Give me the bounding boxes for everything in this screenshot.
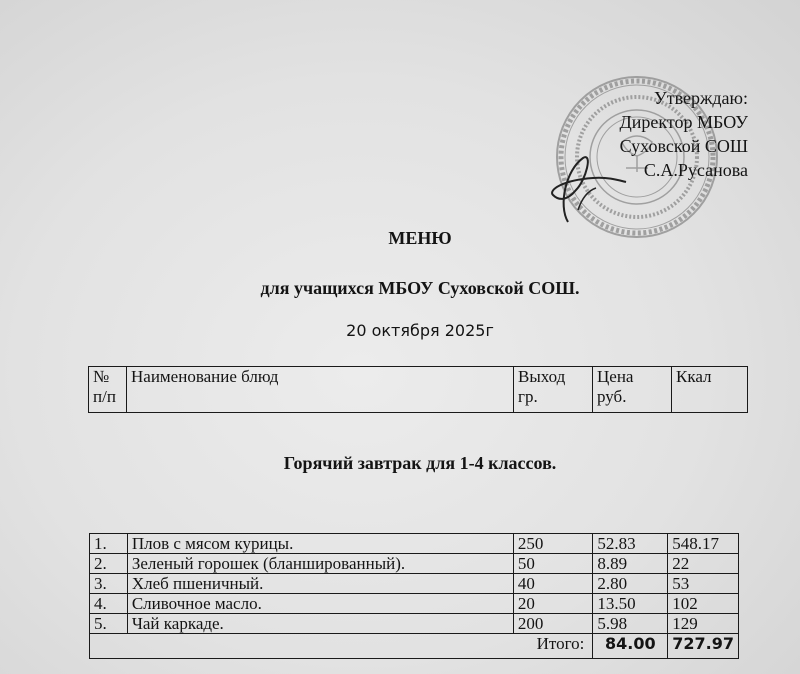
item-kcal: 22 xyxy=(668,554,739,574)
item-name: Чай каркаде. xyxy=(127,614,513,634)
approval-line-3: Суховской СОШ xyxy=(619,136,748,156)
header-price xyxy=(593,367,672,413)
item-yield: 50 xyxy=(513,554,593,574)
item-number: 4. xyxy=(90,594,128,614)
item-kcal: 548.17 xyxy=(668,534,739,554)
approval-line-4: С.А.Русанова xyxy=(643,160,748,180)
header-number-line2: п/п xyxy=(93,387,116,406)
menu-item-row xyxy=(90,554,739,574)
document-subtitle: для учащихся МБОУ Суховской СОШ. xyxy=(260,278,580,298)
header-yield-line2: гр. xyxy=(518,387,538,406)
menu-item-row xyxy=(90,574,739,594)
header-yield xyxy=(514,367,593,413)
handwritten-signature-icon xyxy=(538,150,628,225)
menu-item-row xyxy=(90,534,739,554)
header-kcal: Ккал xyxy=(672,367,748,413)
total-kcal: 727.97 xyxy=(668,634,739,659)
item-price: 13.50 xyxy=(593,594,668,614)
menu-item-row xyxy=(90,614,739,634)
approval-line-2: Директор МБОУ xyxy=(619,112,748,132)
item-number: 2. xyxy=(90,554,128,574)
menu-date: 20 октября 2025г xyxy=(346,321,494,340)
item-kcal: 129 xyxy=(668,614,739,634)
total-price: 84.00 xyxy=(593,634,668,659)
total-row xyxy=(90,634,739,659)
item-yield: 250 xyxy=(513,534,593,554)
item-number: 3. xyxy=(90,574,128,594)
item-yield: 20 xyxy=(513,594,593,614)
menu-header-table xyxy=(88,366,748,413)
item-number: 5. xyxy=(90,614,128,634)
item-price: 5.98 xyxy=(593,614,668,634)
item-yield: 200 xyxy=(513,614,593,634)
item-price: 2.80 xyxy=(593,574,668,594)
header-row xyxy=(89,367,748,413)
approval-line-1: Утверждаю: xyxy=(653,88,748,108)
header-price-line2: руб. xyxy=(597,387,627,406)
menu-items-table xyxy=(89,533,739,659)
item-price: 52.83 xyxy=(593,534,668,554)
header-price-line1: Цена xyxy=(597,367,634,386)
total-label xyxy=(90,634,593,659)
item-number: 1. xyxy=(90,534,128,554)
header-yield-line1: Выход xyxy=(518,367,566,386)
menu-item-row xyxy=(90,594,739,614)
item-yield: 40 xyxy=(513,574,593,594)
total-label-text: Итого: xyxy=(536,634,585,653)
item-name: Сливочное масло. xyxy=(127,594,513,614)
item-name: Плов с мясом курицы. xyxy=(127,534,513,554)
header-dish-name: Наименование блюд xyxy=(127,367,514,413)
document-title: МЕНЮ xyxy=(388,228,452,248)
item-name: Хлеб пшеничный. xyxy=(127,574,513,594)
item-kcal: 53 xyxy=(668,574,739,594)
approval-block xyxy=(620,86,749,182)
item-kcal: 102 xyxy=(668,594,739,614)
item-name: Зеленый горошек (бланшированный). xyxy=(127,554,513,574)
item-price: 8.89 xyxy=(593,554,668,574)
section-title: Горячий завтрак для 1-4 классов. xyxy=(283,453,557,473)
header-number-line1: № xyxy=(93,367,110,386)
header-number xyxy=(89,367,127,413)
